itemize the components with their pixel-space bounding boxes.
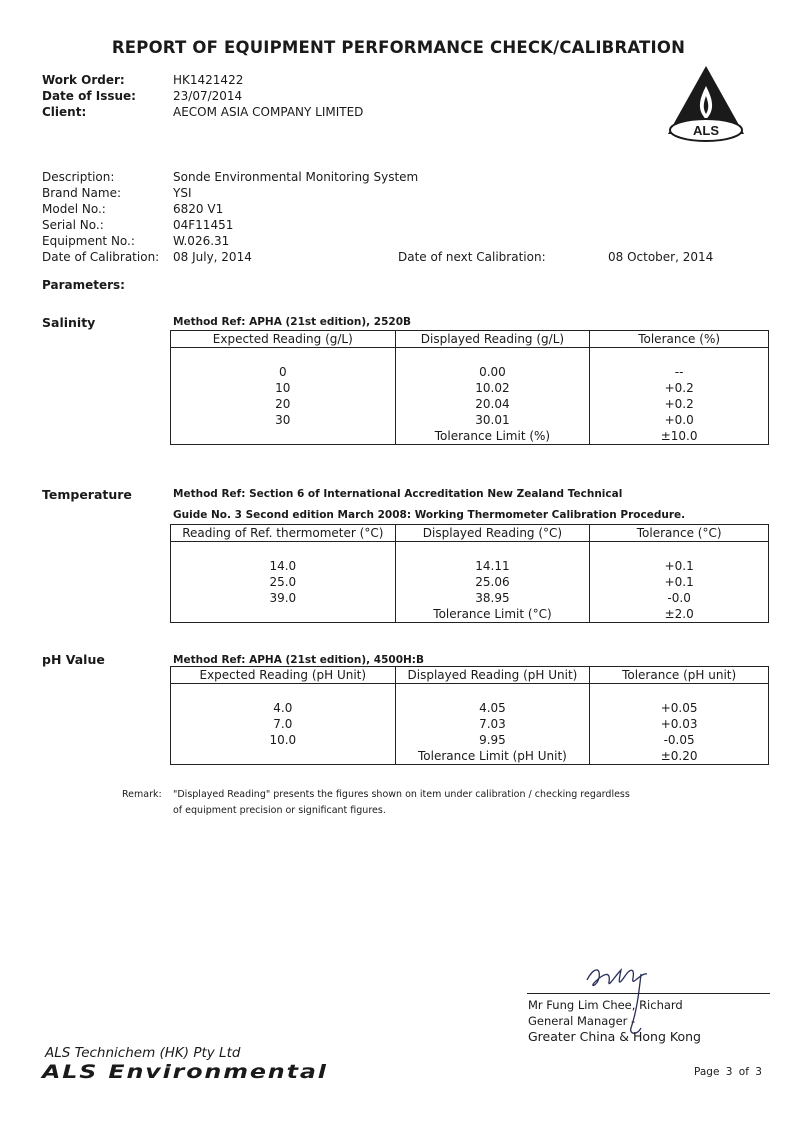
model-label: Model No.: (42, 202, 106, 216)
serial-value: 04F11451 (173, 218, 234, 232)
date-of-calibration-value: 08 July, 2014 (173, 250, 252, 264)
client-label: Client: (42, 105, 87, 119)
work-order-label: Work Order: (42, 73, 125, 87)
table-row: 14.0 14.11 +0.1 (171, 558, 769, 574)
next-calibration-label: Date of next Calibration: (398, 250, 546, 264)
column-header: Expected Reading (g/L) (171, 331, 396, 348)
page-number: Page 3 of 3 (694, 1066, 762, 1078)
ph-table (170, 666, 769, 765)
remark-line1: "Displayed Reading" presents the figures shown on item under calibration / checking regardless (173, 789, 630, 800)
table-row: 7.0 7.03 +0.03 (171, 716, 769, 732)
tolerance-limit-row: Tolerance Limit (%) ±10.0 (171, 428, 769, 445)
ph-section-title: pH Value (42, 652, 105, 667)
logo-text: ALS (693, 123, 719, 138)
table-row: 10 10.02 +0.2 (171, 380, 769, 396)
tolerance-limit-row: Tolerance Limit (pH Unit) ±0.20 (171, 748, 769, 765)
temperature-method-line2: Guide No. 3 Second edition March 2008: Working Thermometer Calibration Procedure. (173, 509, 686, 521)
table-row: 25.0 25.06 +0.1 (171, 574, 769, 590)
remark-label: Remark: (122, 789, 162, 800)
als-logo (664, 64, 748, 144)
temperature-table (170, 524, 769, 623)
table-row: 30 30.01 +0.0 (171, 412, 769, 428)
table-row: 4.0 4.05 +0.05 (171, 700, 769, 716)
table-row: 20 20.04 +0.2 (171, 396, 769, 412)
temperature-method-line1: Method Ref: Section 6 of International Accreditation New Zealand Technical (173, 488, 623, 500)
salinity-table (170, 330, 769, 445)
column-header: Displayed Reading (pH Unit) (395, 667, 590, 684)
report-title: REPORT OF EQUIPMENT PERFORMANCE CHECK/CALIBRATION (111, 38, 686, 57)
parameters-label: Parameters: (42, 278, 125, 292)
column-header: Displayed Reading (°C) (395, 525, 590, 542)
client-value: AECOM ASIA COMPANY LIMITED (173, 105, 364, 119)
brand-label: Brand Name: (42, 186, 122, 200)
column-header: Displayed Reading (g/L) (395, 331, 590, 348)
next-calibration-value: 08 October, 2014 (608, 250, 714, 264)
tolerance-limit-row: Tolerance Limit (°C) ±2.0 (171, 606, 769, 623)
column-header: Tolerance (pH unit) (590, 667, 769, 684)
signatory-name: Mr Fung Lim Chee, Richard (528, 998, 683, 1012)
remark-line2: of equipment precision or significant figures. (173, 805, 386, 816)
salinity-method: Method Ref: APHA (21st edition), 2520B (173, 316, 412, 328)
serial-label: Serial No.: (42, 218, 104, 232)
equipment-no-label: Equipment No.: (42, 234, 135, 248)
column-header: Tolerance (°C) (590, 525, 769, 542)
signatory-position: General Manager - (528, 1014, 636, 1028)
company-name: ALS Technichem (HK) Pty Ltd (45, 1045, 241, 1061)
equipment-no-value: W.026.31 (173, 234, 230, 248)
table-row: 0 0.00 -- (171, 364, 769, 380)
company-brand: ALS Environmental (42, 1061, 328, 1083)
column-header: Reading of Ref. thermometer (°C) (171, 525, 396, 542)
table-row: 10.0 9.95 -0.05 (171, 732, 769, 748)
signature-line (527, 993, 770, 994)
ph-method: Method Ref: APHA (21st edition), 4500H:B (173, 654, 425, 666)
work-order-value: HK1421422 (173, 73, 244, 87)
date-of-issue-value: 23/07/2014 (173, 89, 243, 103)
date-of-calibration-label: Date of Calibration: (42, 250, 160, 264)
salinity-section-title: Salinity (42, 315, 96, 330)
description-label: Description: (42, 170, 115, 184)
signatory-region: Greater China & Hong Kong (528, 1029, 701, 1044)
brand-value: YSI (173, 186, 192, 200)
description-value: Sonde Environmental Monitoring System (173, 170, 419, 184)
temperature-section-title: Temperature (42, 487, 132, 502)
date-of-issue-label: Date of Issue: (42, 89, 136, 103)
table-row: 39.0 38.95 -0.0 (171, 590, 769, 606)
column-header: Tolerance (%) (590, 331, 769, 348)
model-value: 6820 V1 (173, 202, 224, 216)
column-header: Expected Reading (pH Unit) (171, 667, 396, 684)
